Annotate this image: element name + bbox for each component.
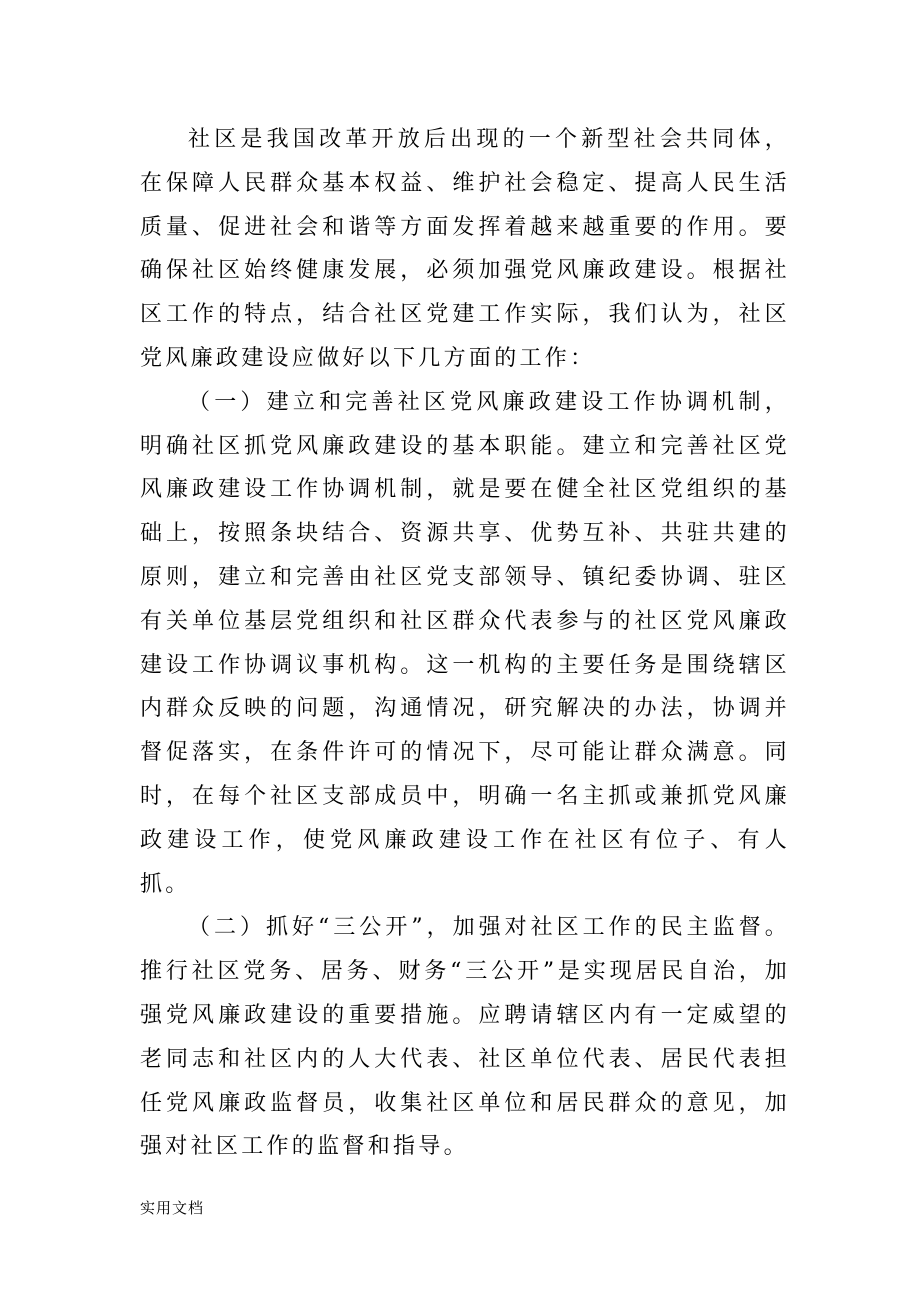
section-one-paragraph: （一）建立和完善社区党风廉政建设工作协调机制，明确社区抓党风廉政建设的基本职能。建立和完善社区党风廉政建设工作协调机制，就是要在健全社区党组织的基础上，按照条块结合、资源共享、优势互补、共驻共建的原则，建立和完善由社区党支部领导、镇纪委协调、驻区有关单位基层党组织和社区群众代表参与的社区党风廉政建设工作协调议事机构。这一机构的主要任务是围绕辖区内群众反映的问题，沟通情况，研究解决的办法，协调并督促落实，在条件许可的情况下，尽可能让群众满意。同时，在每个社区支部成员中，明确一名主抓或兼抓党风廉政建设工作，使党风廉政建设工作在社区有位子、有人抓。	[140, 389, 790, 897]
document-body	[140, 118, 790, 1169]
intro-paragraph: 社区是我国改革开放后出现的一个新型社会共同体，在保障人民群众基本权益、维护社会稳定、提高人民生活质量、促进社会和谐等方面发挥着越来越重要的作用。要确保社区始终健康发展，必须加强党风廉政建设。根据社区工作的特点，结合社区党建工作实际，我们认为，社区党风廉政建设应做好以下几方面的工作：	[140, 127, 790, 371]
section-two-paragraph: （二）抓好“三公开”，加强对社区工作的民主监督。推行社区党务、居务、财务“三公开”是实现居民自治，加强党风廉政建设的重要措施。应聘请辖区内有一定威望的老同志和社区内的人大代表、社区单位代表、居民代表担任党风廉政监督员，收集社区单位和居民群众的意见，加强对社区工作的监督和指导。	[140, 915, 790, 1160]
page-footer: 实用文档	[140, 1199, 205, 1217]
